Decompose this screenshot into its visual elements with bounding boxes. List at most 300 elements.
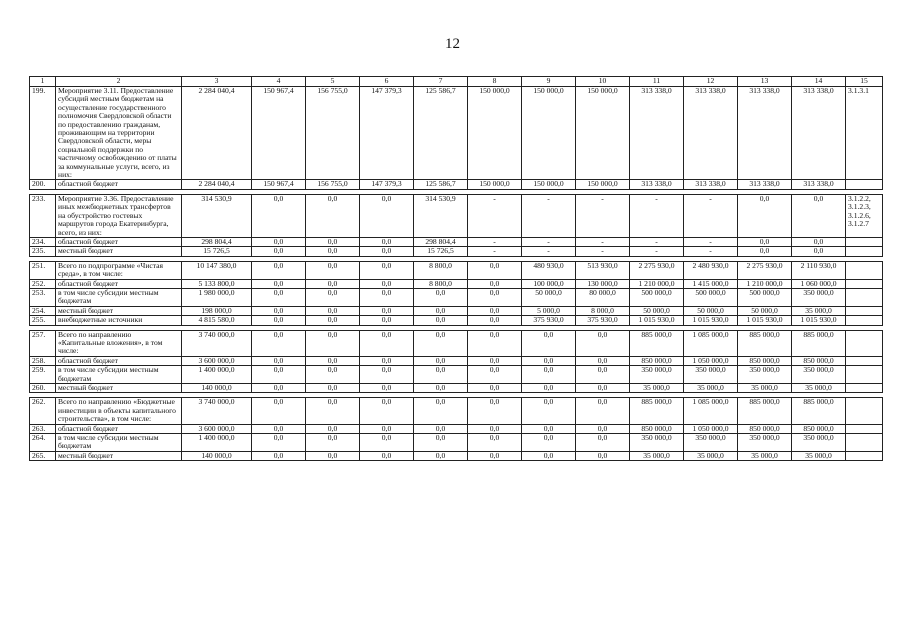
row-number: 233.: [30, 194, 56, 237]
target-code: [846, 384, 883, 393]
value-cell: 100 000,0: [522, 279, 576, 288]
row-number: 263.: [30, 424, 56, 433]
value-cell: 0,0: [522, 384, 576, 393]
value-cell: 0,0: [414, 366, 468, 384]
value-cell: 0,0: [468, 330, 522, 356]
row-number: 251.: [30, 261, 56, 279]
row-number: 258.: [30, 356, 56, 365]
value-cell: 350 000,0: [684, 366, 738, 384]
value-cell: 50 000,0: [630, 306, 684, 315]
value-cell: 0,0: [360, 237, 414, 246]
row-name: Мероприятие 3.11. Предоставление субсидий местным бюджетам на осуществление государственного полномочия Свердловской области по предоставлению гражданам, проживающим на территории Свердловской области, меры социальной поддержки по частичному освобождению от платы за коммунальные услуги, всего, из них:: [56, 87, 182, 180]
value-cell: 5 133 800,0: [182, 279, 252, 288]
value-cell: -: [684, 237, 738, 246]
table-row: [30, 237, 883, 246]
value-cell: 314 530,9: [414, 194, 468, 237]
value-cell: 0,0: [414, 306, 468, 315]
value-cell: 1 210 000,0: [738, 279, 792, 288]
value-cell: 0,0: [360, 434, 414, 452]
value-cell: 3 740 000,0: [182, 330, 252, 356]
value-cell: 0,0: [522, 424, 576, 433]
value-cell: 350 000,0: [738, 366, 792, 384]
value-cell: 0,0: [252, 451, 306, 460]
value-cell: 0,0: [252, 288, 306, 306]
value-cell: 313 338,0: [684, 180, 738, 189]
value-cell: 0,0: [576, 434, 630, 452]
target-code: [846, 306, 883, 315]
value-cell: -: [522, 194, 576, 237]
value-cell: 0,0: [252, 434, 306, 452]
value-cell: 313 338,0: [684, 87, 738, 180]
value-cell: 0,0: [414, 356, 468, 365]
row-name: местный бюджет: [56, 451, 182, 460]
value-cell: 0,0: [414, 451, 468, 460]
value-cell: 850 000,0: [630, 424, 684, 433]
value-cell: 35 000,0: [684, 451, 738, 460]
value-cell: 1 015 930,0: [792, 316, 846, 325]
row-name: областной бюджет: [56, 356, 182, 365]
row-number: 262.: [30, 398, 56, 424]
value-cell: 0,0: [414, 424, 468, 433]
target-code: [846, 424, 883, 433]
value-cell: 150 000,0: [522, 87, 576, 180]
value-cell: 850 000,0: [630, 356, 684, 365]
value-cell: 0,0: [360, 247, 414, 256]
value-cell: 0,0: [252, 247, 306, 256]
column-number-10: 10: [576, 77, 630, 87]
value-cell: -: [522, 237, 576, 246]
budget-table-container: [29, 76, 882, 461]
value-cell: 0,0: [360, 288, 414, 306]
value-cell: 2 275 930,0: [738, 261, 792, 279]
value-cell: 0,0: [468, 384, 522, 393]
value-cell: 375 930,0: [522, 316, 576, 325]
value-cell: 0,0: [306, 194, 360, 237]
value-cell: 0,0: [360, 330, 414, 356]
value-cell: 313 338,0: [738, 87, 792, 180]
row-name: местный бюджет: [56, 384, 182, 393]
row-name: Мероприятие 3.36. Предоставление иных межбюджетных трансфертов на обустройство гостевых маршрутов города Екатеринбурга, всего, из них:: [56, 194, 182, 237]
row-number: 264.: [30, 434, 56, 452]
row-name: в том числе субсидии местным бюджетам: [56, 288, 182, 306]
value-cell: 885 000,0: [630, 330, 684, 356]
target-code: 3.1.2.2, 3.1.2.3, 3.1.2.6, 3.1.2.7: [846, 194, 883, 237]
value-cell: 0,0: [306, 279, 360, 288]
value-cell: 313 338,0: [630, 87, 684, 180]
target-code: [846, 398, 883, 424]
value-cell: 0,0: [252, 366, 306, 384]
value-cell: 0,0: [306, 247, 360, 256]
row-number: 254.: [30, 306, 56, 315]
value-cell: 0,0: [468, 366, 522, 384]
value-cell: 850 000,0: [738, 356, 792, 365]
value-cell: 850 000,0: [738, 424, 792, 433]
row-name: областной бюджет: [56, 424, 182, 433]
value-cell: 1 400 000,0: [182, 434, 252, 452]
row-name: Всего по направлению «Капитальные вложения», в том числе:: [56, 330, 182, 356]
table-row: [30, 194, 883, 237]
value-cell: 298 804,4: [414, 237, 468, 246]
page-number: 12: [445, 36, 460, 52]
row-name: областной бюджет: [56, 180, 182, 189]
table-row: [30, 180, 883, 189]
value-cell: 1 415 000,0: [684, 279, 738, 288]
value-cell: 0,0: [306, 316, 360, 325]
row-name: Всего по подпрограмме «Чистая среда», в том числе:: [56, 261, 182, 279]
value-cell: 0,0: [306, 398, 360, 424]
value-cell: 500 000,0: [630, 288, 684, 306]
value-cell: 35 000,0: [792, 384, 846, 393]
value-cell: 0,0: [252, 194, 306, 237]
column-number-9: 9: [522, 77, 576, 87]
value-cell: 147 379,3: [360, 87, 414, 180]
table-row: [30, 424, 883, 433]
value-cell: 313 338,0: [630, 180, 684, 189]
value-cell: 1 015 930,0: [630, 316, 684, 325]
value-cell: 2 284 040,4: [182, 87, 252, 180]
column-number-row: [30, 77, 883, 87]
value-cell: -: [576, 194, 630, 237]
value-cell: 0,0: [360, 306, 414, 315]
value-cell: 0,0: [738, 194, 792, 237]
value-cell: 0,0: [414, 288, 468, 306]
column-number-15: 15: [846, 77, 883, 87]
table-row: [30, 316, 883, 325]
value-cell: 0,0: [306, 288, 360, 306]
value-cell: 885 000,0: [792, 398, 846, 424]
table-row: [30, 434, 883, 452]
row-number: 234.: [30, 237, 56, 246]
value-cell: 0,0: [738, 247, 792, 256]
value-cell: 4 815 580,0: [182, 316, 252, 325]
value-cell: 140 000,0: [182, 384, 252, 393]
row-number: 199.: [30, 87, 56, 180]
value-cell: 0,0: [468, 288, 522, 306]
value-cell: 0,0: [252, 424, 306, 433]
value-cell: 313 338,0: [792, 87, 846, 180]
row-name: местный бюджет: [56, 306, 182, 315]
value-cell: 140 000,0: [182, 451, 252, 460]
value-cell: 1 050 000,0: [684, 424, 738, 433]
value-cell: 0,0: [252, 261, 306, 279]
target-code: [846, 356, 883, 365]
value-cell: 35 000,0: [792, 306, 846, 315]
value-cell: 0,0: [360, 279, 414, 288]
value-cell: 885 000,0: [738, 330, 792, 356]
value-cell: 0,0: [522, 366, 576, 384]
value-cell: 125 586,7: [414, 180, 468, 189]
value-cell: 850 000,0: [792, 424, 846, 433]
value-cell: -: [468, 247, 522, 256]
value-cell: 0,0: [792, 237, 846, 246]
value-cell: 0,0: [360, 451, 414, 460]
value-cell: 0,0: [522, 330, 576, 356]
value-cell: 0,0: [252, 306, 306, 315]
value-cell: 885 000,0: [630, 398, 684, 424]
row-name: областной бюджет: [56, 279, 182, 288]
value-cell: 0,0: [576, 384, 630, 393]
row-number: 252.: [30, 279, 56, 288]
value-cell: 2 284 040,4: [182, 180, 252, 189]
value-cell: 500 000,0: [738, 288, 792, 306]
value-cell: 1 050 000,0: [684, 356, 738, 365]
target-code: [846, 316, 883, 325]
target-code: [846, 261, 883, 279]
value-cell: 0,0: [360, 356, 414, 365]
value-cell: 0,0: [306, 356, 360, 365]
value-cell: 0,0: [306, 237, 360, 246]
value-cell: 480 930,0: [522, 261, 576, 279]
value-cell: -: [684, 194, 738, 237]
value-cell: 1 210 000,0: [630, 279, 684, 288]
value-cell: 350 000,0: [630, 366, 684, 384]
row-name: Всего по направлению «Бюджетные инвестиции в объекты капитального строительства», в том числе:: [56, 398, 182, 424]
value-cell: 0,0: [576, 424, 630, 433]
column-number-12: 12: [684, 77, 738, 87]
value-cell: 0,0: [522, 398, 576, 424]
value-cell: -: [576, 247, 630, 256]
row-number: 259.: [30, 366, 56, 384]
value-cell: 150 000,0: [522, 180, 576, 189]
row-name: местный бюджет: [56, 247, 182, 256]
value-cell: 0,0: [360, 261, 414, 279]
value-cell: 8 800,0: [414, 261, 468, 279]
value-cell: 50 000,0: [684, 306, 738, 315]
row-name: внебюджетные источники: [56, 316, 182, 325]
value-cell: 0,0: [252, 316, 306, 325]
table-row: [30, 330, 883, 356]
value-cell: 50 000,0: [738, 306, 792, 315]
value-cell: 0,0: [252, 398, 306, 424]
row-number: 265.: [30, 451, 56, 460]
column-number-14: 14: [792, 77, 846, 87]
value-cell: 125 586,7: [414, 87, 468, 180]
value-cell: 350 000,0: [792, 434, 846, 452]
column-number-8: 8: [468, 77, 522, 87]
value-cell: -: [468, 194, 522, 237]
value-cell: 1 980 000,0: [182, 288, 252, 306]
table-body: [30, 87, 883, 461]
column-number-11: 11: [630, 77, 684, 87]
value-cell: -: [630, 247, 684, 256]
value-cell: 0,0: [360, 424, 414, 433]
column-number-5: 5: [306, 77, 360, 87]
value-cell: -: [684, 247, 738, 256]
target-code: [846, 279, 883, 288]
value-cell: 0,0: [252, 356, 306, 365]
row-number: 255.: [30, 316, 56, 325]
value-cell: 350 000,0: [792, 288, 846, 306]
value-cell: 298 804,4: [182, 237, 252, 246]
value-cell: 0,0: [306, 330, 360, 356]
value-cell: 0,0: [360, 398, 414, 424]
value-cell: 1 085 000,0: [684, 398, 738, 424]
value-cell: 150 000,0: [468, 180, 522, 189]
value-cell: 10 147 380,0: [182, 261, 252, 279]
value-cell: 150 967,4: [252, 87, 306, 180]
value-cell: 15 726,5: [414, 247, 468, 256]
row-name: в том числе субсидии местным бюджетам: [56, 366, 182, 384]
target-code: 3.1.3.1: [846, 87, 883, 180]
value-cell: 150 000,0: [468, 87, 522, 180]
value-cell: 150 000,0: [576, 87, 630, 180]
value-cell: 0,0: [414, 434, 468, 452]
value-cell: 0,0: [468, 279, 522, 288]
value-cell: 35 000,0: [684, 384, 738, 393]
value-cell: 0,0: [522, 356, 576, 365]
value-cell: 0,0: [414, 330, 468, 356]
value-cell: 8 000,0: [576, 306, 630, 315]
value-cell: 0,0: [306, 261, 360, 279]
value-cell: 0,0: [306, 424, 360, 433]
value-cell: 0,0: [576, 451, 630, 460]
table-row: [30, 384, 883, 393]
value-cell: 0,0: [306, 366, 360, 384]
target-code: [846, 451, 883, 460]
value-cell: 0,0: [792, 194, 846, 237]
value-cell: 1 085 000,0: [684, 330, 738, 356]
value-cell: 0,0: [468, 451, 522, 460]
value-cell: 0,0: [252, 237, 306, 246]
table-row: [30, 398, 883, 424]
value-cell: -: [522, 247, 576, 256]
row-name: областной бюджет: [56, 237, 182, 246]
value-cell: -: [576, 237, 630, 246]
value-cell: 0,0: [306, 384, 360, 393]
column-number-7: 7: [414, 77, 468, 87]
value-cell: 130 000,0: [576, 279, 630, 288]
value-cell: 0,0: [468, 261, 522, 279]
value-cell: 0,0: [738, 237, 792, 246]
table-row: [30, 261, 883, 279]
column-number-3: 3: [182, 77, 252, 87]
value-cell: 0,0: [792, 247, 846, 256]
table-row: [30, 288, 883, 306]
value-cell: 0,0: [468, 306, 522, 315]
value-cell: 0,0: [306, 306, 360, 315]
value-cell: 2 480 930,0: [684, 261, 738, 279]
value-cell: 0,0: [576, 398, 630, 424]
value-cell: 35 000,0: [630, 384, 684, 393]
value-cell: 3 600 000,0: [182, 424, 252, 433]
value-cell: -: [630, 237, 684, 246]
value-cell: 0,0: [468, 316, 522, 325]
value-cell: 0,0: [414, 384, 468, 393]
value-cell: 0,0: [522, 434, 576, 452]
table-row: [30, 279, 883, 288]
value-cell: 1 015 930,0: [684, 316, 738, 325]
value-cell: -: [468, 237, 522, 246]
value-cell: 80 000,0: [576, 288, 630, 306]
target-code: [846, 247, 883, 256]
value-cell: 0,0: [252, 330, 306, 356]
column-number-1: 1: [30, 77, 56, 87]
value-cell: 35 000,0: [630, 451, 684, 460]
value-cell: 885 000,0: [792, 330, 846, 356]
table-row: [30, 247, 883, 256]
value-cell: 35 000,0: [792, 451, 846, 460]
value-cell: 5 000,0: [522, 306, 576, 315]
value-cell: 0,0: [360, 366, 414, 384]
row-number: 257.: [30, 330, 56, 356]
target-code: [846, 366, 883, 384]
row-number: 235.: [30, 247, 56, 256]
target-code: [846, 237, 883, 246]
value-cell: 0,0: [522, 451, 576, 460]
value-cell: 8 800,0: [414, 279, 468, 288]
value-cell: 1 060 000,0: [792, 279, 846, 288]
value-cell: 198 000,0: [182, 306, 252, 315]
value-cell: 2 110 930,0: [792, 261, 846, 279]
value-cell: 0,0: [360, 384, 414, 393]
value-cell: 156 755,0: [306, 180, 360, 189]
value-cell: 50 000,0: [522, 288, 576, 306]
value-cell: 885 000,0: [738, 398, 792, 424]
value-cell: 15 726,5: [182, 247, 252, 256]
column-number-4: 4: [252, 77, 306, 87]
value-cell: 3 740 000,0: [182, 398, 252, 424]
value-cell: 35 000,0: [738, 451, 792, 460]
value-cell: 156 755,0: [306, 87, 360, 180]
value-cell: 1 015 930,0: [738, 316, 792, 325]
target-code: [846, 180, 883, 189]
value-cell: 0,0: [468, 356, 522, 365]
value-cell: 0,0: [414, 398, 468, 424]
target-code: [846, 434, 883, 452]
value-cell: 2 275 930,0: [630, 261, 684, 279]
value-cell: 350 000,0: [738, 434, 792, 452]
value-cell: 350 000,0: [792, 366, 846, 384]
value-cell: 0,0: [576, 330, 630, 356]
table-row: [30, 87, 883, 180]
value-cell: 3 600 000,0: [182, 356, 252, 365]
value-cell: 0,0: [576, 366, 630, 384]
row-number: 253.: [30, 288, 56, 306]
table-row: [30, 306, 883, 315]
row-number: 260.: [30, 384, 56, 393]
row-name: в том числе субсидии местным бюджетам: [56, 434, 182, 452]
value-cell: 350 000,0: [684, 434, 738, 452]
value-cell: 0,0: [252, 279, 306, 288]
value-cell: 500 000,0: [684, 288, 738, 306]
value-cell: 1 400 000,0: [182, 366, 252, 384]
value-cell: 0,0: [360, 194, 414, 237]
value-cell: 850 000,0: [792, 356, 846, 365]
value-cell: 0,0: [306, 434, 360, 452]
value-cell: 513 930,0: [576, 261, 630, 279]
target-code: [846, 288, 883, 306]
table-row: [30, 356, 883, 365]
value-cell: 35 000,0: [738, 384, 792, 393]
value-cell: 0,0: [468, 424, 522, 433]
value-cell: 375 930,0: [576, 316, 630, 325]
budget-table: [29, 76, 883, 461]
value-cell: 147 379,3: [360, 180, 414, 189]
value-cell: 314 530,9: [182, 194, 252, 237]
table-row: [30, 366, 883, 384]
value-cell: 0,0: [252, 384, 306, 393]
value-cell: 0,0: [414, 316, 468, 325]
target-code: [846, 330, 883, 356]
column-number-13: 13: [738, 77, 792, 87]
value-cell: 0,0: [468, 398, 522, 424]
value-cell: 0,0: [468, 434, 522, 452]
value-cell: 150 967,4: [252, 180, 306, 189]
value-cell: 0,0: [306, 451, 360, 460]
value-cell: 0,0: [576, 356, 630, 365]
value-cell: 313 338,0: [792, 180, 846, 189]
value-cell: 313 338,0: [738, 180, 792, 189]
